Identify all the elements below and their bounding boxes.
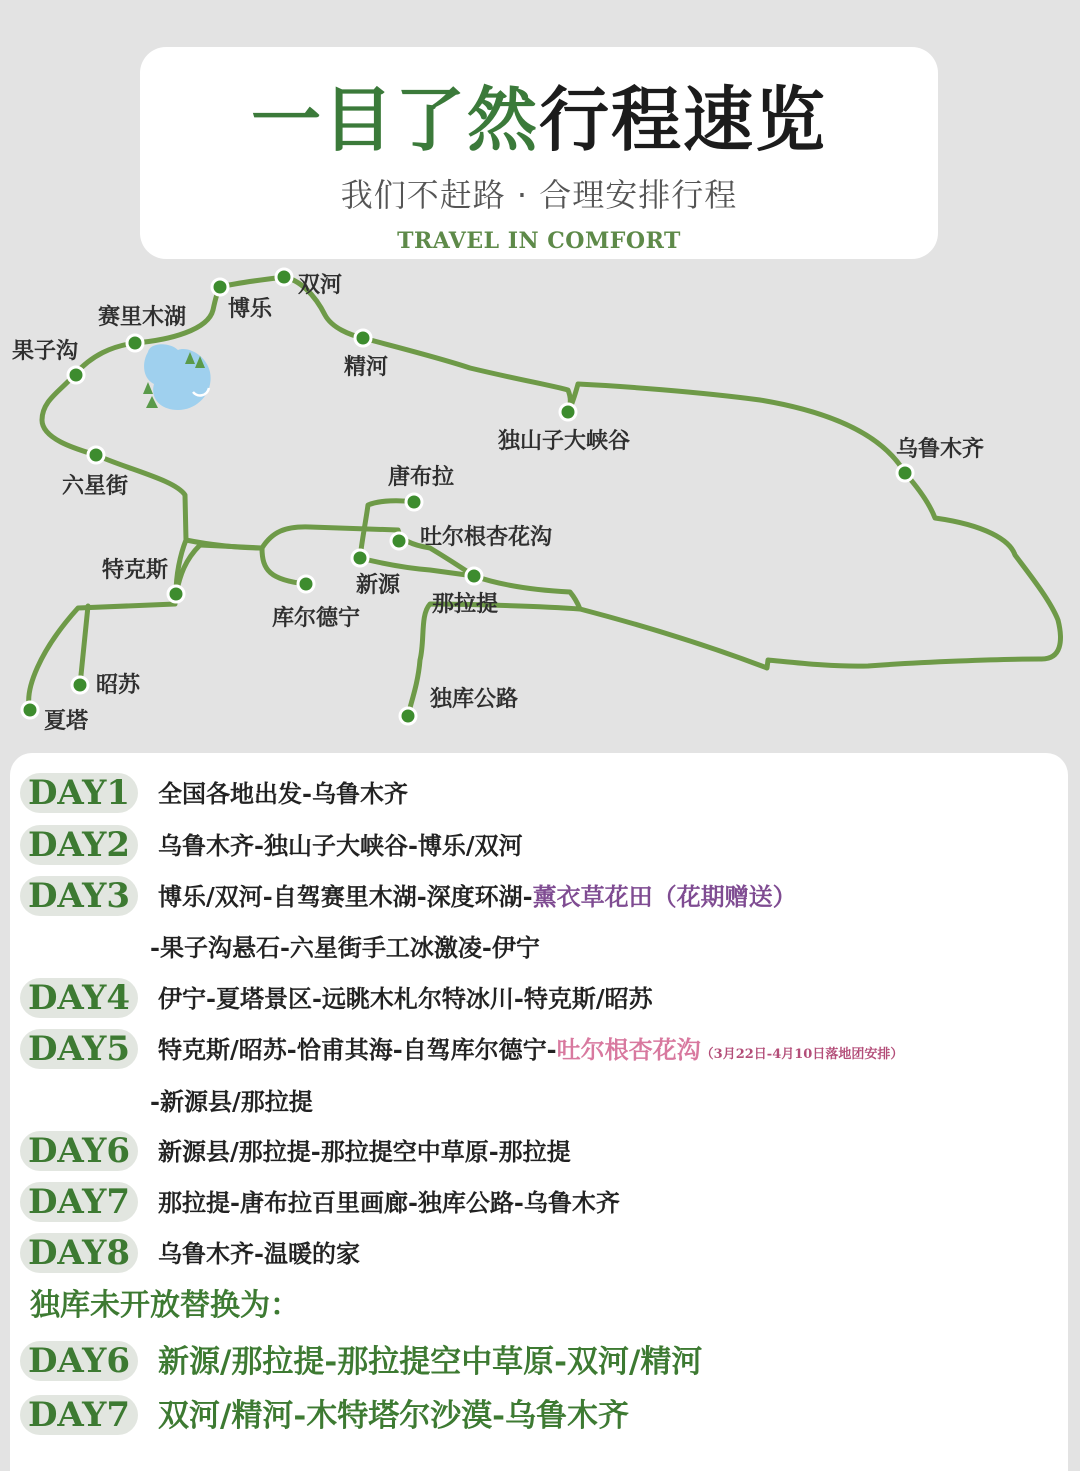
day-pill: DAY4 bbox=[20, 978, 138, 1018]
lavender-highlight: 薰衣草花田（花期赠送） bbox=[532, 882, 797, 911]
day-description: 乌鲁木齐-独山子大峡谷-博乐/双河 bbox=[158, 831, 523, 860]
city-dot-liuxingjie bbox=[88, 447, 104, 463]
city-label: 那拉提 bbox=[432, 591, 499, 617]
city-label: 库尔德宁 bbox=[272, 605, 361, 631]
city-dot-sailimu bbox=[127, 335, 143, 351]
itinerary-row-day8 bbox=[20, 1233, 1060, 1275]
itinerary-row-day1 bbox=[20, 773, 1060, 815]
city-dot-duku bbox=[400, 708, 416, 724]
day-pill: DAY7 bbox=[20, 1182, 138, 1222]
city-label: 特克斯 bbox=[102, 557, 169, 583]
alt-row-day6 bbox=[20, 1341, 1060, 1383]
day-text-main: 特克斯/昭苏-恰甫其海-自驾库尔德宁- bbox=[158, 1035, 557, 1064]
city-dot-tangbula bbox=[406, 494, 422, 510]
city-label: 赛里木湖 bbox=[98, 304, 187, 330]
day-description bbox=[158, 876, 797, 918]
city-label: 乌鲁木齐 bbox=[896, 436, 985, 462]
title-main: 行程速览 bbox=[539, 79, 827, 161]
city-dot-xinyuan bbox=[352, 550, 368, 566]
day-description: 新源/那拉提-那拉提空中草原-双河/精河 bbox=[158, 1344, 703, 1380]
city-label: 独库公路 bbox=[430, 686, 519, 712]
apricot-highlight: 吐尔根杏花沟 bbox=[556, 1035, 701, 1064]
day-pill: DAY7 bbox=[20, 1395, 138, 1435]
day-pill: DAY6 bbox=[20, 1131, 138, 1171]
season-note: （3月22日-4月10日落地团安排） bbox=[700, 1047, 904, 1062]
day-pill: DAY6 bbox=[20, 1341, 138, 1381]
city-dot-tekes bbox=[168, 586, 184, 602]
day-description: 那拉提-唐布拉百里画廊-独库公路-乌鲁木齐 bbox=[158, 1188, 620, 1217]
city-dot-xiata bbox=[22, 702, 38, 718]
city-label: 昭苏 bbox=[96, 672, 141, 698]
city-dot-dushanzi bbox=[560, 404, 576, 420]
day-pill: DAY1 bbox=[20, 773, 138, 813]
alt-row-day7 bbox=[20, 1395, 1060, 1437]
header-card bbox=[140, 47, 938, 259]
route-tekes-xinyuan bbox=[176, 545, 262, 594]
alternative-heading: 独库未开放替换为： bbox=[30, 1288, 300, 1323]
itinerary-row-day4 bbox=[20, 978, 1060, 1020]
city-dot-shuanghe bbox=[276, 269, 292, 285]
itinerary-row-day3 bbox=[20, 876, 1060, 918]
day-description bbox=[158, 1029, 903, 1076]
city-dot-kuerdening bbox=[298, 576, 314, 592]
city-label: 六星街 bbox=[62, 473, 129, 499]
city-dot-urumqi bbox=[897, 465, 913, 481]
day-pill: DAY8 bbox=[20, 1233, 138, 1273]
route-top bbox=[74, 277, 1060, 716]
itinerary-card bbox=[10, 753, 1068, 1471]
city-dot-jinghe bbox=[355, 330, 371, 346]
city-label: 独山子大峡谷 bbox=[498, 428, 631, 454]
itinerary-row-day7 bbox=[20, 1182, 1060, 1224]
day-description: 乌鲁木齐-温暖的家 bbox=[158, 1239, 360, 1268]
city-label: 精河 bbox=[344, 354, 389, 380]
day-text-main: 博乐/双河-自驾赛里木湖-深度环湖- bbox=[158, 882, 533, 911]
itinerary-row-day6 bbox=[20, 1131, 1060, 1173]
title-accent: 一目了然 bbox=[251, 79, 539, 161]
city-dot-guozigou bbox=[68, 367, 84, 383]
day-description: 双河/精河-木特塔尔沙漠-乌鲁木齐 bbox=[158, 1398, 630, 1434]
city-label: 吐尔根杏花沟 bbox=[420, 524, 553, 550]
day-continuation: -果子沟悬石-六星街手工冰激凌-伊宁 bbox=[150, 933, 540, 962]
subtitle: 我们不赶路 · 合理安排行程 bbox=[340, 176, 738, 214]
city-dot-nalati bbox=[466, 568, 482, 584]
day-pill: DAY2 bbox=[20, 825, 138, 865]
day-description: 新源县/那拉提-那拉提空中草原-那拉提 bbox=[158, 1137, 571, 1166]
city-dot-bole bbox=[212, 279, 228, 295]
page-title bbox=[140, 77, 938, 163]
city-label: 夏塔 bbox=[44, 708, 89, 734]
city-label: 双河 bbox=[298, 272, 343, 298]
city-dot-zhaosu bbox=[72, 677, 88, 693]
city-label: 果子沟 bbox=[12, 338, 79, 364]
day-continuation: -新源县/那拉提 bbox=[150, 1087, 313, 1116]
day-description: 全国各地出发-乌鲁木齐 bbox=[158, 779, 408, 808]
route-main-north bbox=[29, 375, 186, 710]
day-pill: DAY5 bbox=[20, 1029, 138, 1069]
city-label: 博乐 bbox=[228, 296, 273, 322]
lake-icon bbox=[143, 344, 211, 410]
tagline: TRAVEL IN COMFORT bbox=[397, 228, 681, 254]
day-description: 伊宁-夏塔景区-远眺木札尔特冰川-特克斯/昭苏 bbox=[158, 984, 653, 1013]
day-pill: DAY3 bbox=[20, 876, 138, 916]
city-dot-turgen bbox=[391, 533, 407, 549]
route-zhaosu bbox=[80, 606, 88, 685]
city-label: 唐布拉 bbox=[388, 464, 455, 490]
itinerary-row-day5 bbox=[20, 1029, 1060, 1076]
city-label: 新源 bbox=[356, 572, 401, 598]
itinerary-row-day2 bbox=[20, 825, 1060, 867]
route-map bbox=[0, 262, 1080, 742]
